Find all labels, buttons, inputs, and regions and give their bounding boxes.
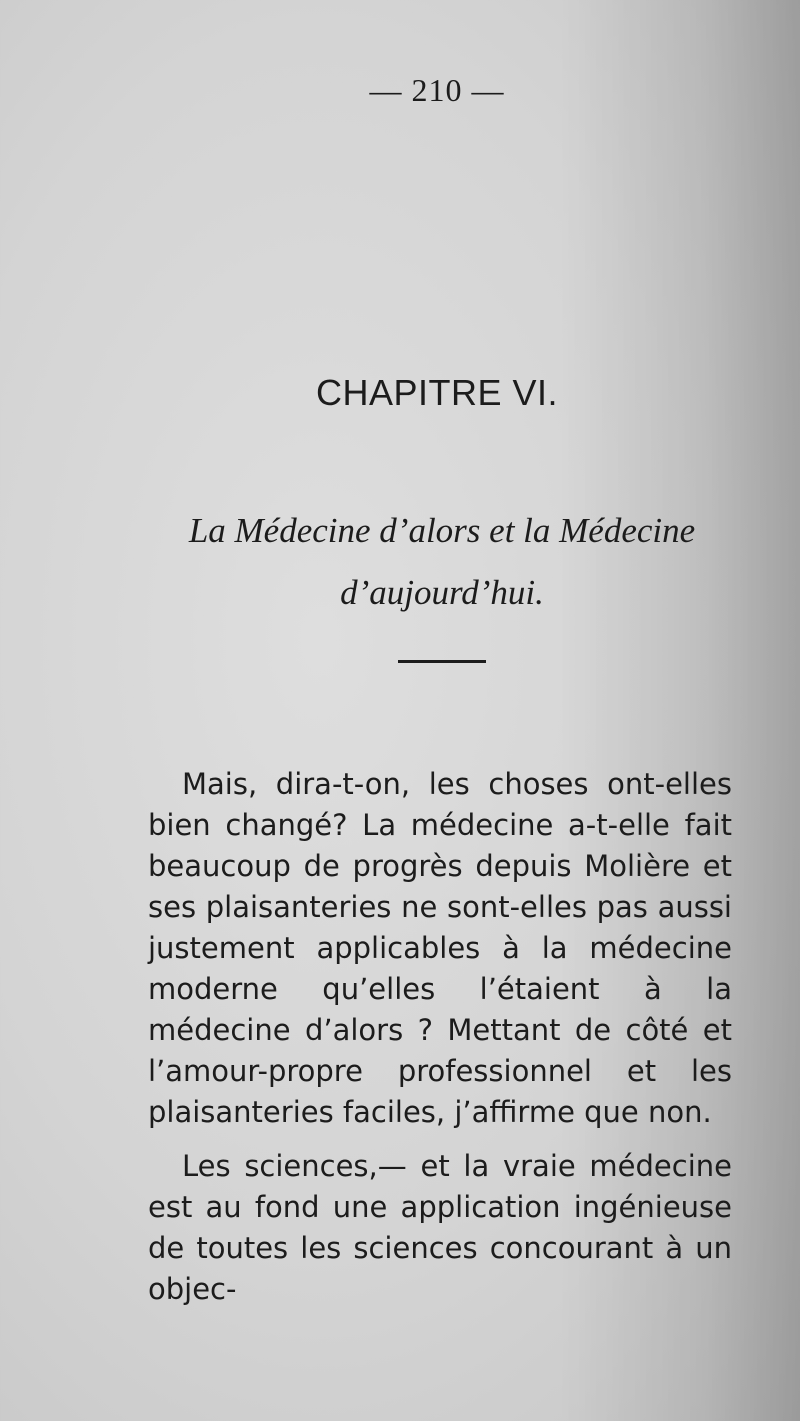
- paragraph-2: Les sciences,— et la vraie médecine est au fond une application ingénieuse de toutes les sciences concourant à un objec-: [148, 1149, 732, 1306]
- chapter-subtitle-line-2: d’aujourd’hui.: [340, 573, 544, 612]
- section-divider: [398, 660, 486, 663]
- paragraph-1: Mais, dira-t-on, les choses ont-elles bien changé? La médecine a-t-elle fait beaucoup de progrès depuis Molière et ses plaisanteries ne sont-elles pas aussi justement applicables à la médecine moderne qu’elles l’étaient à la médecine d’alors ? Mettant de côté et l’amour-propre professionnel et les plaisanteries faciles, j’affirme que non.: [148, 767, 732, 1129]
- page-number: — 210 —: [369, 72, 505, 108]
- chapter-title: CHAPITRE VI.: [315, 372, 559, 413]
- body-text: [148, 764, 732, 1310]
- chapter-subtitle-line-1: La Médecine d’alors et la Médecine: [188, 511, 696, 550]
- chapter-subtitle: [150, 500, 734, 624]
